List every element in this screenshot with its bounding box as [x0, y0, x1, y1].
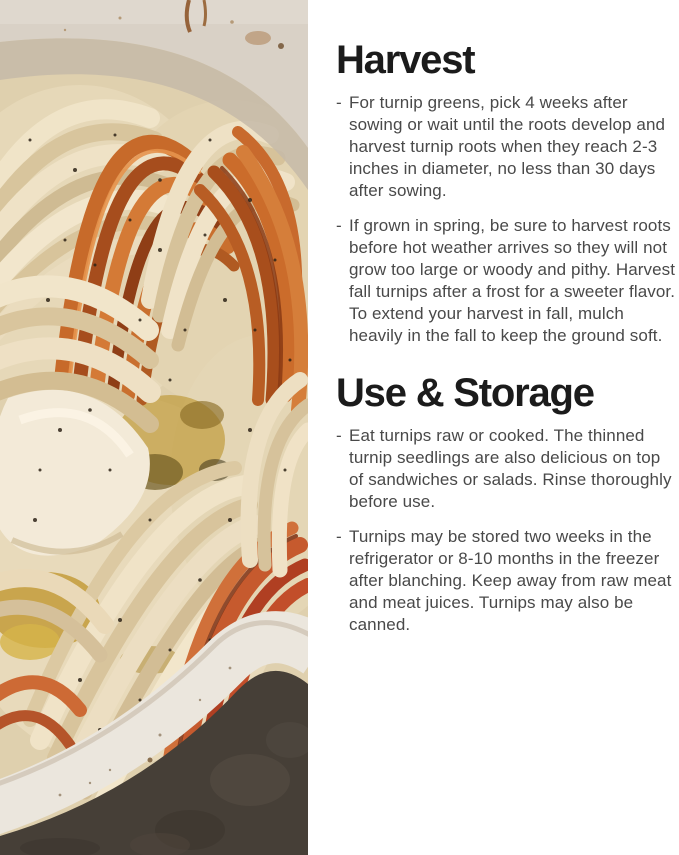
bullet-item [336, 92, 678, 202]
bullet-text: Turnips may be stored two weeks in the refrigerator or 8-10 months in the freezer after blanching. Keep away from raw meat and meat juices. Turnips may also be canned. [349, 527, 672, 634]
bullet-item [336, 215, 678, 347]
bullet-item [336, 425, 678, 513]
turnip-dish-photo [0, 0, 308, 855]
bullet-dash: - [336, 527, 342, 546]
section-heading-harvest: Harvest [336, 38, 475, 82]
bullet-dash: - [336, 426, 342, 445]
info-panel [308, 0, 679, 855]
bullet-text: If grown in spring, be sure to harvest roots before hot weather arrives so they will not grow too large or woody and pithy. Harvest fall turnips after a frost for a sweeter flavor. To extend your harvest in fall, mulch heavily in the fall to keep the ground soft. [349, 216, 676, 345]
bullet-text: Eat turnips raw or cooked. The thinned turnip seedlings are also delicious on top of sandwiches or salads. Rinse thoroughly before use. [349, 426, 672, 511]
dish-photo-illustration [0, 0, 308, 855]
section-heading-use-storage: Use & Storage [336, 371, 594, 415]
bullet-item [336, 526, 678, 636]
bullet-dash: - [336, 216, 342, 235]
bullet-text: For turnip greens, pick 4 weeks after sowing or wait until the roots develop and harvest turnip roots when they reach 2-3 inches in diameter, no less than 30 days after sowing. [349, 93, 666, 200]
harvest-bullets [336, 92, 678, 347]
use-storage-bullets [336, 425, 678, 636]
bullet-dash: - [336, 93, 342, 112]
